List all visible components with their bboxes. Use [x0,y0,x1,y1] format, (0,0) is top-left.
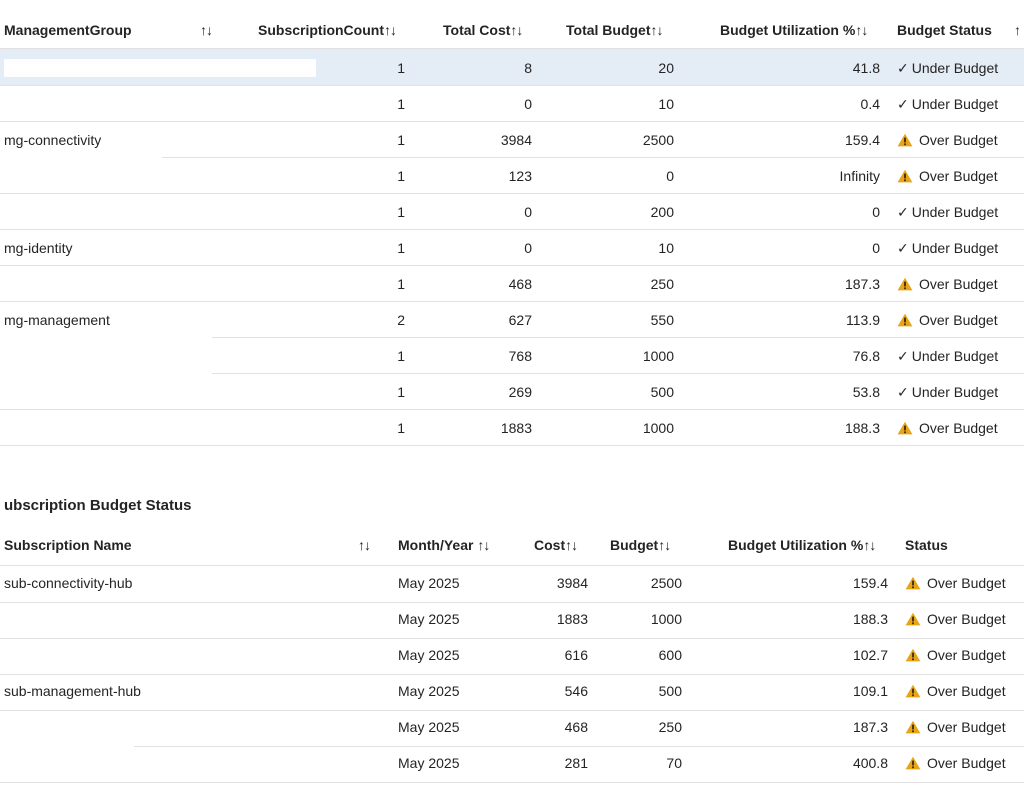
check-icon: ✓ [897,240,909,256]
budget-utilization: Infinity [839,168,880,184]
subscription-count: 1 [397,96,405,112]
subscription-count: 1 [397,204,405,220]
row-divider [0,638,1024,639]
total-cost: 123 [508,168,532,184]
status-cell [897,166,998,186]
sort-sub-name-icon[interactable]: ↑↓ [358,537,370,553]
subscription-count: 1 [397,276,405,292]
check-icon: ✓ [897,204,909,220]
total-budget: 1000 [642,420,674,436]
check-icon: ✓ [897,348,909,364]
status-label: Under Budget [911,240,999,256]
month-year: May 2025 [398,611,460,627]
row-divider [0,85,1024,86]
subscription-count: 1 [397,60,405,76]
row-divider [162,157,1024,158]
total-budget: 2500 [642,132,674,148]
warning-icon [905,756,921,770]
total-budget: 500 [650,384,674,400]
status-cell [905,753,1006,773]
row-divider [212,337,1024,338]
status-cell [897,310,998,330]
budget-utilization: 0 [872,240,880,256]
cost: 281 [564,755,588,771]
check-icon: ✓ [897,60,909,76]
budget: 70 [666,755,682,771]
budget-utilization: 159.4 [852,575,888,591]
warning-icon [897,169,913,183]
budget-utilization: 41.8 [852,60,880,76]
sort-sub-cost-icon[interactable]: ↑↓ [565,537,578,553]
status-label: Under Budget [911,60,999,76]
cost: 546 [564,683,588,699]
row-divider [0,565,1024,566]
warning-icon [897,133,913,147]
status-label: Under Budget [911,348,999,364]
row-divider [0,782,1024,783]
header-cost[interactable]: Cost↑↓ [534,537,578,553]
subscription-count: 1 [397,348,405,364]
budget-utilization: 188.3 [844,420,880,436]
status-label: Over Budget [927,755,1006,771]
sort-status-icon[interactable]: ↑ [1014,22,1020,38]
month-year: May 2025 [398,755,460,771]
row-divider [134,746,1024,747]
total-cost: 0 [524,240,532,256]
subscription-count: 1 [397,240,405,256]
header-total-budget[interactable]: Total Budget↑↓ [566,22,663,38]
status-label: Over Budget [927,719,1006,735]
subscription-count: 1 [397,132,405,148]
total-cost: 468 [508,276,532,292]
month-year: May 2025 [398,719,460,735]
status-label: Over Budget [927,611,1006,627]
row-divider [0,121,1024,122]
warning-icon [897,421,913,435]
status-label: Under Budget [911,204,999,220]
budget-utilization: 0.4 [860,96,880,112]
header-subscription-count[interactable]: SubscriptionCount↑↓ [258,22,396,38]
total-budget: 250 [650,276,674,292]
header-sub-budget-utilization[interactable]: Budget Utilization %↑↓ [728,537,876,553]
status-label: Over Budget [919,276,998,292]
total-cost: 8 [524,60,532,76]
total-cost: 1883 [500,420,532,436]
warning-icon [905,684,921,698]
total-cost: 269 [508,384,532,400]
cost: 616 [564,647,588,663]
check-icon: ✓ [897,384,909,400]
total-cost: 768 [508,348,532,364]
budget-utilization: 400.8 [852,755,888,771]
row-divider [0,265,1024,266]
header-budget-utilization[interactable]: Budget Utilization %↑↓ [720,22,868,38]
subscription-count: 2 [397,312,405,328]
budget-utilization: 102.7 [852,647,888,663]
warning-icon [905,648,921,662]
budget: 250 [658,719,682,735]
status-label: Over Budget [919,168,998,184]
status-cell [905,645,1006,665]
status-cell [897,94,998,114]
budget-utilization: 187.3 [852,719,888,735]
cost: 1883 [556,611,588,627]
row-divider [212,373,1024,374]
total-budget: 200 [650,204,674,220]
sort-sub-util-icon[interactable]: ↑↓ [863,537,876,553]
budget-utilization: 0 [872,204,880,220]
warning-icon [897,277,913,291]
subscription-count: 1 [397,420,405,436]
status-cell [897,274,998,294]
row-divider [0,445,1024,446]
sort-sub-budget-icon[interactable]: ↑↓ [658,537,671,553]
cost: 3984 [556,575,588,591]
warning-icon [905,720,921,734]
sort-util-icon[interactable]: ↑↓ [855,22,868,38]
row-divider [0,674,1024,675]
budget-utilization: 159.4 [844,132,880,148]
status-label: Over Budget [919,420,998,436]
status-label: Under Budget [911,96,999,112]
status-cell [897,238,998,258]
header-budget[interactable]: Budget↑↓ [610,537,671,553]
header-subscription-name[interactable]: Subscription Name [4,537,132,553]
row-divider [0,193,1024,194]
management-group-name: mg-management [4,312,110,328]
sort-management-group-icon[interactable]: ↑↓ [200,22,212,38]
status-cell [905,681,1006,701]
budget-utilization: 109.1 [852,683,888,699]
status-cell [897,418,998,438]
month-year: May 2025 [398,683,460,699]
header-month-year[interactable]: Month/Year ↑↓ [398,537,490,553]
budget: 2500 [650,575,682,591]
month-year: May 2025 [398,575,460,591]
total-budget: 1000 [642,348,674,364]
status-label: Over Budget [919,132,998,148]
header-status[interactable]: Status [905,537,948,553]
row-divider [0,48,1024,49]
budget: 500 [658,683,682,699]
total-budget: 0 [666,168,674,184]
row-divider [0,602,1024,603]
status-label: Over Budget [927,683,1006,699]
subscription-count: 1 [397,168,405,184]
warning-icon [897,313,913,327]
row-divider [0,229,1024,230]
month-year: May 2025 [398,647,460,663]
cost: 468 [564,719,588,735]
sort-cost-icon[interactable]: ↑↓ [510,22,523,38]
management-group-name: mg-identity [4,240,73,256]
subscription-name: sub-connectivity-hub [4,575,133,591]
status-label: Over Budget [919,312,998,328]
warning-icon [905,576,921,590]
status-cell [897,202,998,222]
subscription-name: sub-management-hub [4,683,141,699]
budget: 1000 [650,611,682,627]
warning-icon [905,612,921,626]
header-management-group[interactable]: ManagementGroup [4,22,132,38]
status-label: Under Budget [911,384,999,400]
total-cost: 3984 [500,132,532,148]
budget: 600 [658,647,682,663]
status-label: Over Budget [927,647,1006,663]
total-cost: 627 [508,312,532,328]
total-budget: 10 [658,240,674,256]
header-total-cost[interactable]: Total Cost↑↓ [443,22,523,38]
status-cell [897,346,998,366]
budget-utilization: 188.3 [852,611,888,627]
total-budget: 10 [658,96,674,112]
sort-count-icon[interactable]: ↑↓ [384,22,396,38]
total-budget: 20 [658,60,674,76]
management-group-name: mg-connectivity [4,132,102,148]
row-divider [0,710,1024,711]
total-budget: 550 [650,312,674,328]
status-cell [905,609,1006,629]
total-cost: 0 [524,204,532,220]
total-cost: 0 [524,96,532,112]
status-cell [905,717,1006,737]
status-cell [897,58,998,78]
check-icon: ✓ [897,96,909,112]
row-divider [0,409,1024,410]
header-budget-status[interactable]: Budget Status [897,22,992,38]
status-cell [897,130,998,150]
subscription-count: 1 [397,384,405,400]
status-label: Over Budget [927,575,1006,591]
budget-utilization: 53.8 [852,384,880,400]
status-cell [897,382,998,402]
row-divider [0,301,1024,302]
sort-budget-icon[interactable]: ↑↓ [650,22,663,38]
section-title-subscription-budget-status: ubscription Budget Status [4,497,192,514]
budget-utilization: 187.3 [844,276,880,292]
budget-utilization: 76.8 [852,348,880,364]
budget-utilization: 113.9 [846,312,880,328]
sort-month-icon[interactable]: ↑↓ [477,537,490,553]
status-cell [905,573,1006,593]
